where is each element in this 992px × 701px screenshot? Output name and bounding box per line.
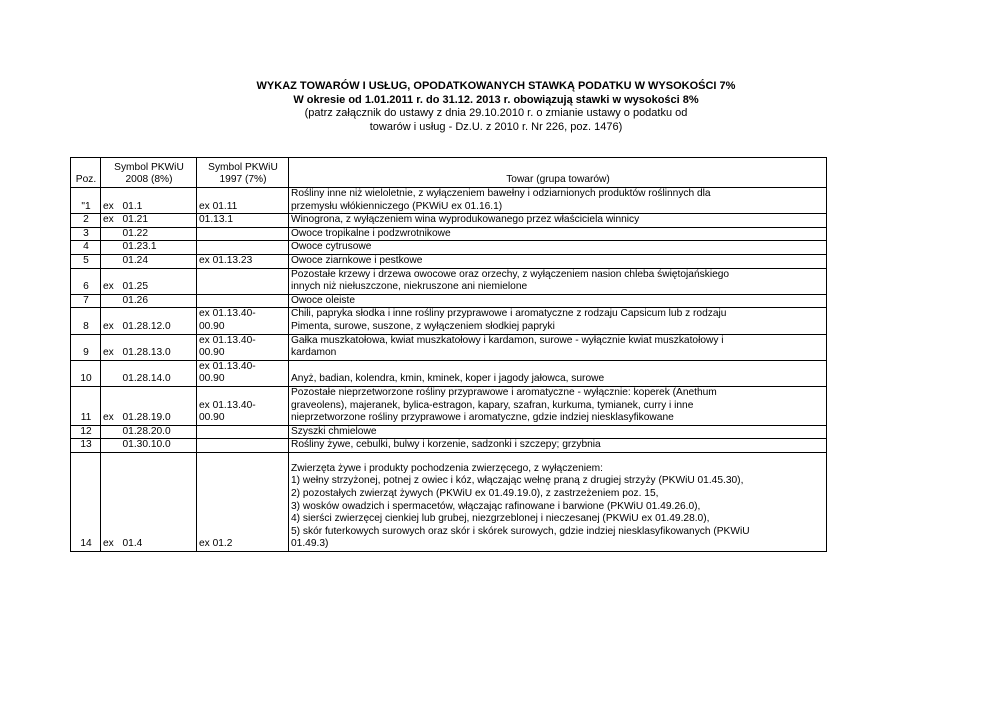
cell-towar-line: 01.49.3) xyxy=(291,538,329,550)
cell-towar xyxy=(289,425,827,439)
cell-poz: 3 xyxy=(71,227,101,241)
cell-poz: 8 xyxy=(71,308,101,334)
cell-pkwiu-1997-line: ex 01.13.40- xyxy=(199,334,256,346)
table-row xyxy=(71,268,827,294)
cell-towar-line: 2) pozostałych zwierząt żywych (PKWiU ex 01.49.19.0), z zastrzeżeniem poz. 15, xyxy=(291,488,659,500)
table-row xyxy=(71,227,827,241)
cell-towar-line: Anyż, badian, kolendra, kmin, kminek, koper i jagody jałowca, surowe xyxy=(291,373,605,385)
cell-poz: 9 xyxy=(71,334,101,360)
cell-towar-line: Owoce cytrusowe xyxy=(291,241,372,253)
cell-towar-line: Gałka muszkatołowa, kwiat muszkatołowy i kardamon, surowe - wyłącznie kwiat muszkatołowy i xyxy=(291,334,724,346)
cell-towar xyxy=(289,360,827,386)
cell-towar xyxy=(289,268,827,294)
cell-pkwiu-1997 xyxy=(197,308,289,334)
cell-towar xyxy=(289,452,827,551)
cell-towar xyxy=(289,439,827,453)
cell-pkwiu-2008: 01.26 xyxy=(121,294,197,308)
cell-towar-line: innych niż niełuszczone, niekruszone ani niemielone xyxy=(291,281,528,293)
table-row xyxy=(71,294,827,308)
cell-pkwiu-1997: ex 01.13.23 xyxy=(197,254,289,268)
table-row xyxy=(71,425,827,439)
cell-towar xyxy=(289,386,827,425)
goods-table xyxy=(70,157,827,552)
cell-towar xyxy=(289,334,827,360)
cell-towar-line: 4) sierści zwierzęcej cienkiej lub grubej, niezgrzeblonej i nieczesanej (PKWiU ex 01.49.28.0), xyxy=(291,513,710,525)
header-pkwiu-2008: Symbol PKWiU 2008 (8%) xyxy=(101,158,197,188)
cell-pkwiu-2008: 01.1 xyxy=(121,188,197,214)
table-row xyxy=(71,241,827,255)
cell-ex: ex xyxy=(101,268,121,294)
cell-poz: 14 xyxy=(71,452,101,551)
cell-pkwiu-2008: 01.23.1 xyxy=(121,241,197,255)
cell-ex: ex xyxy=(101,308,121,334)
cell-towar-line: graveolens), majeranek, bylica-estragon, kapary, szafran, kurkuma, tymianek, curry i inne xyxy=(291,399,694,411)
cell-pkwiu-2008: 01.25 xyxy=(121,268,197,294)
cell-towar-line: Pozostałe krzewy i drzewa owocowe oraz orzechy, z wyłączeniem nasion chleba świętojańskiego xyxy=(291,268,730,280)
document-header xyxy=(0,80,992,134)
cell-towar-line: Pimenta, surowe, suszone, z wyłączeniem słodkiej papryki xyxy=(291,320,555,332)
cell-towar-line: kardamon xyxy=(291,347,337,359)
cell-pkwiu-1997 xyxy=(197,268,289,294)
cell-poz: 10 xyxy=(71,360,101,386)
cell-pkwiu-1997-line: ex 01.13.40- xyxy=(199,399,256,411)
cell-poz: 11 xyxy=(71,386,101,425)
table-row xyxy=(71,360,827,386)
header-pkwiu-1997: Symbol PKWiU 1997 (7%) xyxy=(197,158,289,188)
cell-pkwiu-1997: 01.13.1 xyxy=(197,214,289,228)
header-poz: Poz. xyxy=(71,158,101,188)
cell-pkwiu-2008: 01.4 xyxy=(121,452,197,551)
table-header-row xyxy=(71,158,827,188)
cell-ex: ex xyxy=(101,188,121,214)
table-row xyxy=(71,188,827,214)
cell-ex: ex xyxy=(101,214,121,228)
table-row xyxy=(71,308,827,334)
table-row xyxy=(71,439,827,453)
cell-pkwiu-2008: 01.28.13.0 xyxy=(121,334,197,360)
cell-pkwiu-1997-line: 00.90 xyxy=(199,320,225,332)
cell-ex xyxy=(101,360,121,386)
cell-towar-line: Rośliny inne niż wieloletnie, z wyłączeniem bawełny i odziarnionych produktów roślinnych dla xyxy=(291,188,711,199)
legal-note-line-2: towarów i usług - Dz.U. z 2010 r. Nr 226, poz. 1476) xyxy=(369,120,623,133)
cell-pkwiu-1997 xyxy=(197,360,289,386)
cell-towar xyxy=(289,254,827,268)
cell-towar-line: 3) wosków owadzich i spermacetów, włączając rafinowane i barwione (PKWiU 01.49.26.0), xyxy=(291,500,701,512)
table-row xyxy=(71,334,827,360)
table-row xyxy=(71,452,827,551)
legal-note-line-1: (patrz załącznik do ustawy z dnia 29.10.2010 r. o zmianie ustawy o podatku od xyxy=(304,107,688,120)
header-towar: Towar (grupa towarów) xyxy=(289,158,827,188)
cell-poz: 5 xyxy=(71,254,101,268)
cell-ex xyxy=(101,227,121,241)
cell-towar xyxy=(289,214,827,228)
table-row xyxy=(71,254,827,268)
cell-towar-line: Winogrona, z wyłączeniem wina wyprodukowanego przez właściciela winnicy xyxy=(291,214,640,226)
cell-pkwiu-1997-line: 00.90 xyxy=(199,347,225,359)
cell-poz: 12 xyxy=(71,425,101,439)
cell-pkwiu-2008: 01.28.12.0 xyxy=(121,308,197,334)
cell-poz: 13 xyxy=(71,439,101,453)
cell-towar xyxy=(289,294,827,308)
cell-towar-line: 5) skór futerkowych surowych oraz skór i skórek surowych, gdzie indziej niesklasyfikowanych (PKWiU xyxy=(291,525,750,537)
cell-towar-line: nieprzetworzone rośliny przyprawowe i aromatyczne, gdzie indziej niesklasyfikowane xyxy=(291,412,674,424)
cell-poz: 7 xyxy=(71,294,101,308)
cell-towar-line: Pozostałe nieprzetworzone rośliny przyprawowe i aromatyczne - wyłącznie: koperek (Anethum xyxy=(291,386,717,398)
cell-poz: 2 xyxy=(71,214,101,228)
cell-ex: ex xyxy=(101,386,121,425)
cell-towar-line: Rośliny żywe, cebulki, bulwy i korzenie, sadzonki i szczepy; grzybnia xyxy=(291,439,601,451)
cell-poz: 6 xyxy=(71,268,101,294)
cell-pkwiu-1997-line: ex 01.13.40- xyxy=(199,360,256,372)
cell-pkwiu-1997: ex 01.11 xyxy=(197,188,289,214)
cell-pkwiu-1997-line: ex 01.13.40- xyxy=(199,308,256,320)
cell-towar xyxy=(289,308,827,334)
cell-towar-line: Zwierzęta żywe i produkty pochodzenia zwierzęcego, z wyłączeniem: xyxy=(291,462,603,474)
cell-pkwiu-1997 xyxy=(197,241,289,255)
cell-pkwiu-2008: 01.28.19.0 xyxy=(121,386,197,425)
cell-ex xyxy=(101,425,121,439)
cell-pkwiu-2008: 01.28.14.0 xyxy=(121,360,197,386)
cell-pkwiu-2008: 01.22 xyxy=(121,227,197,241)
cell-pkwiu-1997 xyxy=(197,386,289,425)
cell-poz: "1 xyxy=(71,188,101,214)
cell-towar-line: przemysłu włókienniczego (PKWiU ex 01.16.1) xyxy=(291,200,503,212)
cell-towar xyxy=(289,188,827,214)
cell-towar-line: Owoce tropikalne i podzwrotnikowe xyxy=(291,227,451,239)
cell-towar-line: Szyszki chmielowe xyxy=(291,425,377,437)
cell-ex xyxy=(101,254,121,268)
cell-pkwiu-1997-line: 00.90 xyxy=(199,373,225,385)
document-title: WYKAZ TOWARÓW I USŁUG, OPODATKOWANYCH STAWKĄ PODATKU W WYSOKOŚCI 7% xyxy=(256,80,736,92)
cell-pkwiu-1997 xyxy=(197,425,289,439)
cell-ex xyxy=(101,439,121,453)
cell-pkwiu-2008: 01.30.10.0 xyxy=(121,439,197,453)
cell-pkwiu-1997 xyxy=(197,294,289,308)
cell-towar-line: 1) wełny strzyżonej, potnej z owiec i kóz, włączając wełnę praną z drugiej strzyży (PKWiU 01.45.30), xyxy=(291,475,744,487)
cell-ex xyxy=(101,294,121,308)
table-row xyxy=(71,386,827,425)
cell-pkwiu-1997-line: 00.90 xyxy=(199,412,225,424)
cell-towar-line: Chili, papryka słodka i inne rośliny przyprawowe i aromatyczne z rodzaju Capsicum lub z rodzaju xyxy=(291,308,727,320)
table-row xyxy=(71,214,827,228)
cell-ex xyxy=(101,241,121,255)
cell-pkwiu-1997 xyxy=(197,334,289,360)
cell-ex: ex xyxy=(101,334,121,360)
cell-pkwiu-2008: 01.28.20.0 xyxy=(121,425,197,439)
cell-pkwiu-2008: 01.21 xyxy=(121,214,197,228)
cell-towar xyxy=(289,241,827,255)
cell-towar-line: Owoce oleiste xyxy=(291,294,355,306)
cell-pkwiu-1997: ex 01.2 xyxy=(197,452,289,551)
cell-towar xyxy=(289,227,827,241)
cell-pkwiu-2008: 01.24 xyxy=(121,254,197,268)
cell-poz: 4 xyxy=(71,241,101,255)
document-subtitle: W okresie od 1.01.2011 r. do 31.12. 2013 r. obowiązują stawki w wysokości 8% xyxy=(293,93,699,106)
cell-ex: ex xyxy=(101,452,121,551)
cell-pkwiu-1997 xyxy=(197,439,289,453)
cell-pkwiu-1997 xyxy=(197,227,289,241)
cell-towar-line: Owoce ziarnkowe i pestkowe xyxy=(291,254,423,266)
